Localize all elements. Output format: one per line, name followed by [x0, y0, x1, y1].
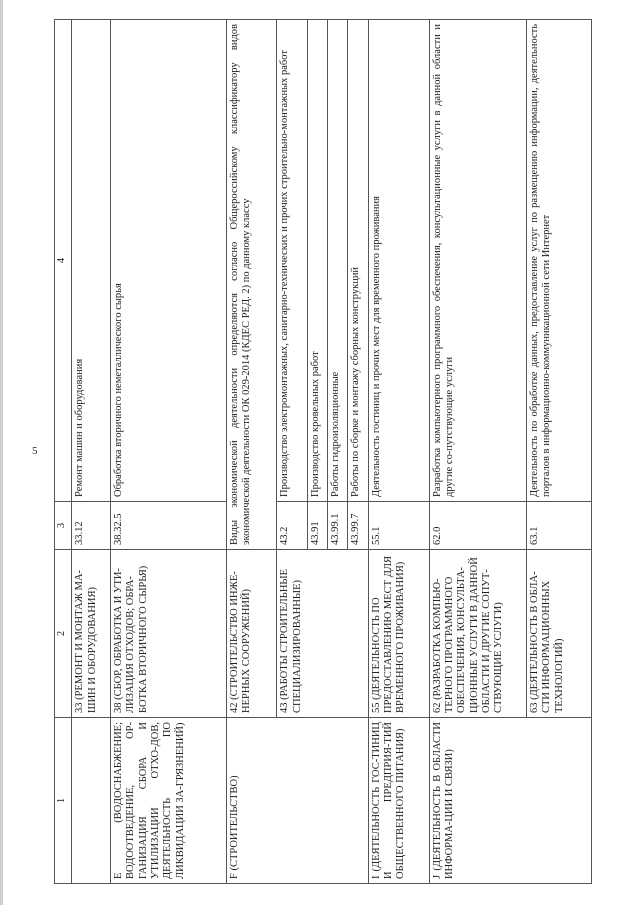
scan-edge — [0, 0, 3, 905]
classifier-note-cell: Виды экономической деятельности определяются согласно Общероссийскому классификатору видов экономической деятельности ОК 029-2014 (КДЕС РЕД. 2) по данному классу — [226, 20, 277, 550]
code-cell: 62.0 — [429, 502, 526, 550]
code-cell: 43.99.1 — [328, 502, 348, 550]
description-cell: Работы гидроизоляционные — [328, 20, 348, 502]
code-cell: 38.32.5 — [110, 502, 226, 550]
page-number: 5 — [32, 445, 38, 457]
code-cell: 43.99.7 — [348, 502, 368, 550]
division-cell: 33 (РЕМОНТ И МОНТАЖ МА-ШИН И ОБОРУДОВАНИЯ) — [72, 550, 111, 718]
table-row — [110, 20, 226, 884]
section-cell: J (ДЕЯТЕЛЬНОСТЬ В ОБЛАСТИ ИНФОРМА-ЦИИ И СВЯЗИ) — [429, 718, 591, 884]
table-row — [368, 20, 429, 884]
description-cell: Деятельность по обработке данных, предоставление услуг по размещению информации, деятельность порталов в информационно-коммуникационной сети Интернет — [526, 20, 591, 502]
code-cell: 33.12 — [72, 502, 111, 550]
division-cell: 62 (РАЗРАБОТКА КОМПЬЮ-ТЕРНОГО ПРОГРАММНОГО ОБЕСПЕЧЕНИЯ, КОНСУЛЬТА-ЦИОННЫЕ УСЛУГИ В ДАННОЙ ОБЛАСТИ И ДРУГИЕ СОПУТ-СТВУЮЩИЕ УСЛУГИ) — [429, 550, 526, 718]
section-cell: I (ДЕЯТЕЛЬНОСТЬ ГОС-ТИНИЦ И ПРЕДПРИЯ-ТИЙ ОБЩЕСТВЕННОГО ПИТАНИЯ) — [368, 718, 429, 884]
division-cell: 42 (СТРОИТЕЛЬСТВО ИНЖЕ-НЕРНЫХ СООРУЖЕНИЙ) — [226, 550, 277, 718]
description-cell: Работы по сборке и монтажу сборных конструкций — [348, 20, 368, 502]
okved-table — [54, 20, 592, 884]
code-cell: 43.2 — [277, 502, 307, 550]
header-col-3: 3 — [55, 502, 72, 550]
description-cell: Разработка компьютерного программного обеспечения, консультационные услуги в данной области и другие со-путствующие услуги — [429, 20, 526, 502]
header-col-4: 4 — [55, 20, 72, 502]
description-cell: Производство электромонтажных, санитарно-технических и прочих строительно-монтажных работ — [277, 20, 307, 502]
header-row — [55, 20, 72, 884]
division-cell: 55 (ДЕЯТЕЛЬНОСТЬ ПО ПРЕДОСТАВЛЕНИЮ МЕСТ ДЛЯ ВРЕМЕННОГО ПРОЖИВАНИЯ) — [368, 550, 429, 718]
description-cell: Производство кровельных работ — [307, 20, 327, 502]
section-cell: E (ВОДОСНАБЖЕНИЕ; ВОДООТВЕДЕНИЕ, ОР-ГАНИЗАЦИЯ СБОРА И УТИЛИЗАЦИИ ОТХО-ДОВ, ДЕЯТЕЛЬНОСТЬ ПО ЛИКВИДАЦИИ ЗА-ГРЯЗНЕНИЙ) — [110, 718, 226, 884]
section-cell — [72, 718, 111, 884]
division-cell: 38 (СБОР, ОБРАБОТКА И УТИ-ЛИЗАЦИЯ ОТХОДОВ; ОБРА-БОТКА ВТОРИЧНОГО СЫРЬЯ) — [110, 550, 226, 718]
table-row — [429, 20, 526, 884]
table-row — [72, 20, 111, 884]
description-cell: Деятельность гостиниц и прочих мест для временного проживания — [368, 20, 429, 502]
description-cell: Ремонт машин и оборудования — [72, 20, 111, 502]
section-cell: F (СТРОИТЕЛЬСТВО) — [226, 718, 368, 884]
division-cell: 63 (ДЕЯТЕЛЬНОСТЬ В ОБЛА-СТИ ИНФОРМАЦИОННЫХ ТЕХНОЛОГИЙ) — [526, 550, 591, 718]
code-cell: 55.1 — [368, 502, 429, 550]
code-cell: 43.91 — [307, 502, 327, 550]
code-cell: 63.1 — [526, 502, 591, 550]
division-cell: 43 (РАБОТЫ СТРОИТЕЛЬНЫЕ СПЕЦИАЛИЗИРОВАННЫЕ) — [277, 550, 368, 718]
description-cell: Обработка вторичного неметаллического сырья — [110, 20, 226, 502]
header-col-1: 1 — [55, 718, 72, 884]
table-row — [226, 20, 277, 884]
header-col-2: 2 — [55, 550, 72, 718]
